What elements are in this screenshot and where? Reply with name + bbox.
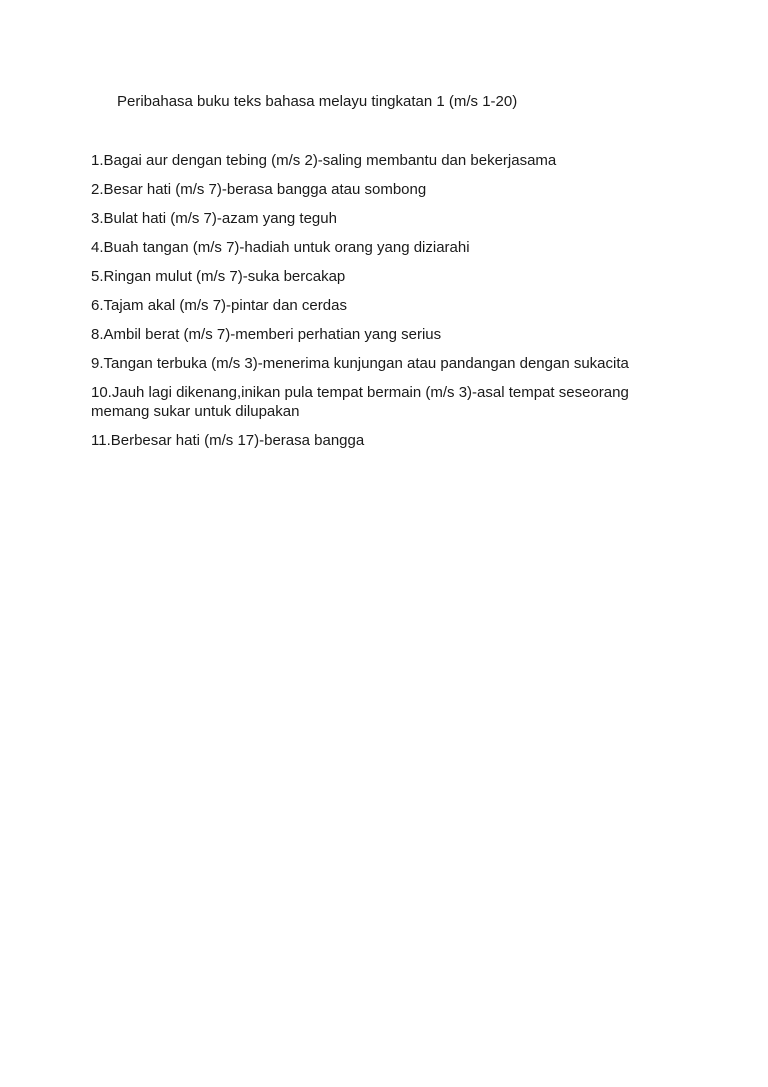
- proverb-entry-10: 10.Jauh lagi dikenang,inikan pula tempat bermain (m/s 3)-asal tempat seseorang memang sukar untuk dilupakan: [91, 384, 629, 420]
- proverb-entry-11: 11.Berbesar hati (m/s 17)-berasa bangga: [91, 432, 365, 449]
- proverb-entry-4: 4.Buah tangan (m/s 7)-hadiah untuk orang yang diziarahi: [91, 239, 470, 256]
- proverb-entry-3: 3.Bulat hati (m/s 7)-azam yang teguh: [91, 210, 337, 227]
- document-title: Peribahasa buku teks bahasa melayu tingkatan 1 (m/s 1-20): [117, 93, 518, 110]
- proverb-entry-2: 2.Besar hati (m/s 7)-berasa bangga atau sombong: [91, 181, 427, 198]
- proverb-list: [91, 151, 661, 460]
- proverb-entry-1: 1.Bagai aur dengan tebing (m/s 2)-saling membantu dan bekerjasama: [91, 152, 557, 169]
- proverb-entry-5: 5.Ringan mulut (m/s 7)-suka bercakap: [91, 268, 346, 285]
- proverb-entry-9: 9.Tangan terbuka (m/s 3)-menerima kunjungan atau pandangan dengan sukacita: [91, 355, 629, 372]
- proverb-entry-6: 6.Tajam akal (m/s 7)-pintar dan cerdas: [91, 297, 347, 314]
- proverb-entry-8: 8.Ambil berat (m/s 7)-memberi perhatian yang serius: [91, 326, 442, 343]
